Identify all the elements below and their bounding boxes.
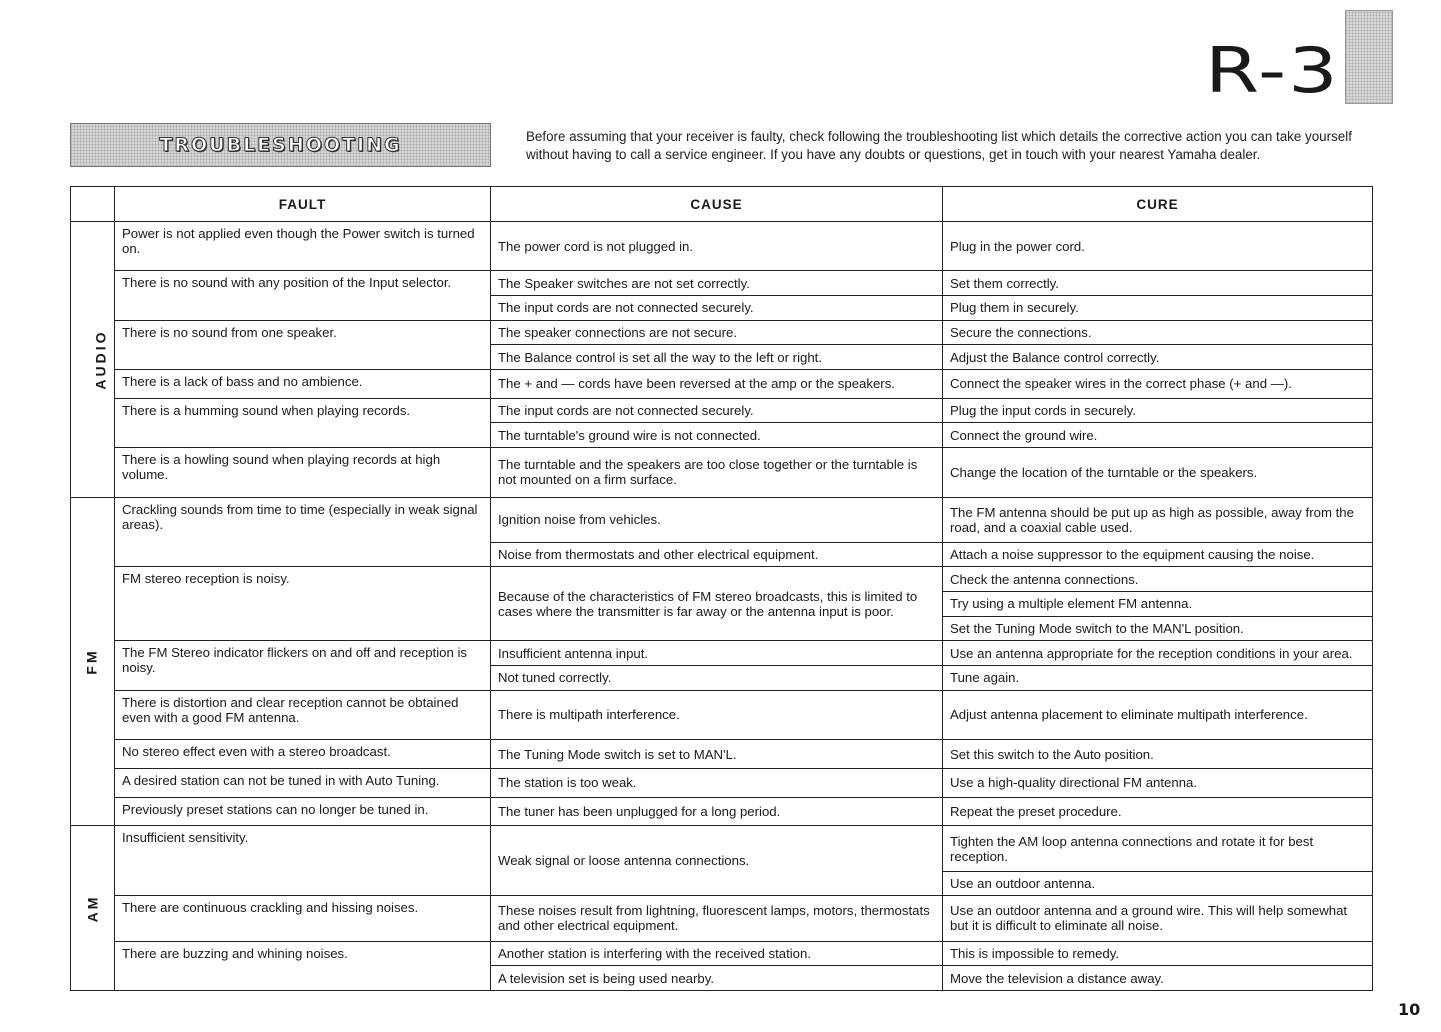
cause-cell: Noise from thermostats and other electrical equipment. <box>491 542 943 567</box>
table-row <box>71 370 1373 399</box>
model-name: R-3 <box>1205 35 1340 108</box>
cure-cell: Use an outdoor antenna and a ground wire. This will help somewhat but it is difficult to eliminate all noise. <box>943 896 1373 941</box>
cause-cell: The Speaker switches are not set correctly. <box>491 271 943 296</box>
cause-cell: Weak signal or loose antenna connections. <box>491 826 943 896</box>
cure-cell: Use an outdoor antenna. <box>943 871 1373 896</box>
section-title: TROUBLESHOOTING <box>159 134 402 156</box>
table-row <box>71 271 1373 296</box>
section-title-banner <box>70 123 491 167</box>
cure-cell: Move the television a distance away. <box>943 966 1373 991</box>
fault-cell: Crackling sounds from time to time (especially in weak signal areas). <box>115 497 491 567</box>
cause-cell: Because of the characteristics of FM stereo broadcasts, this is limited to cases where the transmitter is far away or the antenna input is poor. <box>491 567 943 641</box>
cause-cell: There is multipath interference. <box>491 690 943 739</box>
table-row <box>71 497 1373 542</box>
table-row <box>71 641 1373 666</box>
intro-paragraph: Before assuming that your receiver is faulty, check following the troubleshooting list which details the corrective action you can take yourself without having to call a service engineer. If you have any doubts or questions, get in touch with your nearest Yamaha dealer. <box>526 129 1352 162</box>
cure-cell: Repeat the preset procedure. <box>943 797 1373 826</box>
cause-cell: The input cords are not connected securely. <box>491 296 943 321</box>
section-label: AM <box>84 894 100 923</box>
cause-cell: The station is too weak. <box>491 768 943 797</box>
cure-cell: Change the location of the turntable or the speakers. <box>943 448 1373 497</box>
section-cell <box>71 497 115 826</box>
cure-cell: Check the antenna connections. <box>943 567 1373 592</box>
cure-cell: Connect the speaker wires in the correct phase (+ and —). <box>943 370 1373 399</box>
cause-cell: The input cords are not connected securely. <box>491 398 943 423</box>
cure-cell: This is impossible to remedy. <box>943 941 1373 966</box>
cause-cell: Ignition noise from vehicles. <box>491 497 943 542</box>
troubleshooting-table <box>70 186 1373 991</box>
fault-cell: There is no sound from one speaker. <box>115 320 491 369</box>
cure-cell: Plug them in securely. <box>943 296 1373 321</box>
cure-cell: Tighten the AM loop antenna connections and rotate it for best reception. <box>943 826 1373 871</box>
cause-cell: Insufficient antenna input. <box>491 641 943 666</box>
table-row <box>71 567 1373 592</box>
cause-cell: The power cord is not plugged in. <box>491 222 943 271</box>
table-row <box>71 320 1373 345</box>
section-cell <box>71 222 115 498</box>
cure-cell: Tune again. <box>943 666 1373 691</box>
table-row <box>71 941 1373 966</box>
cause-cell: The tuner has been unplugged for a long period. <box>491 797 943 826</box>
cure-cell: Connect the ground wire. <box>943 423 1373 448</box>
fault-cell: There are buzzing and whining noises. <box>115 941 491 990</box>
cause-cell: These noises result from lightning, fluorescent lamps, motors, thermostats and other electrical equipment. <box>491 896 943 941</box>
cause-cell: The Balance control is set all the way to the left or right. <box>491 345 943 370</box>
fault-cell: No stereo effect even with a stereo broadcast. <box>115 740 491 769</box>
table-row <box>71 690 1373 739</box>
cure-cell: Attach a noise suppressor to the equipment causing the noise. <box>943 542 1373 567</box>
cure-cell: Adjust antenna placement to eliminate multipath interference. <box>943 690 1373 739</box>
table-header-row <box>71 187 1373 222</box>
cure-cell: Secure the connections. <box>943 320 1373 345</box>
table-row <box>71 826 1373 871</box>
table-body <box>71 222 1373 991</box>
fault-cell: Previously preset stations can no longer be tuned in. <box>115 797 491 826</box>
cure-cell: Set the Tuning Mode switch to the MAN'L position. <box>943 616 1373 641</box>
section-label: FM <box>84 648 100 675</box>
table-row <box>71 448 1373 497</box>
cure-cell: Use an antenna appropriate for the reception conditions in your area. <box>943 641 1373 666</box>
fault-cell: The FM Stereo indicator flickers on and off and reception is noisy. <box>115 641 491 690</box>
cure-cell: Use a high-quality directional FM antenna. <box>943 768 1373 797</box>
header-section-cell <box>71 187 115 222</box>
cause-cell: Not tuned correctly. <box>491 666 943 691</box>
table-row <box>71 768 1373 797</box>
fault-cell: There are continuous crackling and hissing noises. <box>115 896 491 941</box>
table-row <box>71 740 1373 769</box>
section-label: AUDIO <box>92 329 109 390</box>
table-row <box>71 797 1373 826</box>
fault-cell: A desired station can not be tuned in with Auto Tuning. <box>115 768 491 797</box>
table-row <box>71 896 1373 941</box>
header-cure: CURE <box>943 187 1373 222</box>
fault-cell: There is a howling sound when playing records at high volume. <box>115 448 491 497</box>
cure-cell: Set them correctly. <box>943 271 1373 296</box>
fault-cell: Power is not applied even though the Power switch is turned on. <box>115 222 491 271</box>
section-cell <box>71 826 115 991</box>
cause-cell: A television set is being used nearby. <box>491 966 943 991</box>
fault-cell: FM stereo reception is noisy. <box>115 567 491 641</box>
header-cause: CAUSE <box>491 187 943 222</box>
cause-cell: The + and — cords have been reversed at the amp or the speakers. <box>491 370 943 399</box>
cure-cell: Set this switch to the Auto position. <box>943 740 1373 769</box>
header-fault: FAULT <box>115 187 491 222</box>
fault-cell: There is a lack of bass and no ambience. <box>115 370 491 399</box>
cure-cell: Adjust the Balance control correctly. <box>943 345 1373 370</box>
cure-cell: The FM antenna should be put up as high as possible, away from the road, and a coaxial cable used. <box>943 497 1373 542</box>
cause-cell: Another station is interfering with the received station. <box>491 941 943 966</box>
table-row <box>71 222 1373 271</box>
cause-cell: The turntable's ground wire is not connected. <box>491 423 943 448</box>
cause-cell: The turntable and the speakers are too close together or the turntable is not mounted on a firm surface. <box>491 448 943 497</box>
table-row <box>71 398 1373 423</box>
cause-cell: The speaker connections are not secure. <box>491 320 943 345</box>
cure-cell: Plug the input cords in securely. <box>943 398 1373 423</box>
page-number: 10 <box>1398 1000 1421 1019</box>
cure-cell: Try using a multiple element FM antenna. <box>943 592 1373 617</box>
model-tab-block <box>1345 10 1393 104</box>
fault-cell: There is no sound with any position of the Input selector. <box>115 271 491 320</box>
fault-cell: There is distortion and clear reception cannot be obtained even with a good FM antenna. <box>115 690 491 739</box>
fault-cell: There is a humming sound when playing records. <box>115 398 491 447</box>
cause-cell: The Tuning Mode switch is set to MAN'L. <box>491 740 943 769</box>
fault-cell: Insufficient sensitivity. <box>115 826 491 896</box>
cure-cell: Plug in the power cord. <box>943 222 1373 271</box>
